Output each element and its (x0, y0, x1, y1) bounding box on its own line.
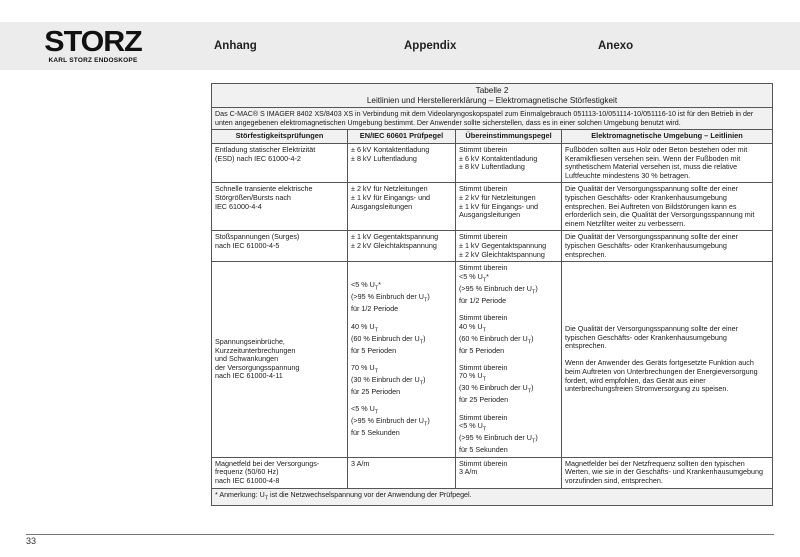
table-title-line1: Tabelle 2 (475, 86, 509, 95)
level-cell: ± 6 kV Kontaktentladung ± 8 kV Luftentladung (348, 143, 456, 182)
guidance-cell: Fußböden sollten aus Holz oder Beton bestehen oder mit Keramikfliesen versehen sein. Wenn der Fußboden mit synthetischem Material versehen ist, muss die relative Luftfeuchte mindestens 30 % betragen. (562, 143, 773, 182)
emc-immunity-table (211, 83, 773, 506)
table-row (212, 457, 773, 488)
col-header-level: EN/IEC 60601 Prüfpegel (348, 130, 456, 144)
compliance-cell: Stimmt überein ± 2 kV für Netzleitungen ± 1 kV für Eingangs- und Ausgangsleitungen (456, 183, 562, 231)
compliance-cell: Stimmt überein 3 A/m (456, 457, 562, 488)
table-note: * Anmerkung: $U_T$ ist die Netzwechselspannung vor der Anwendung der Prüfpegel. (212, 488, 773, 505)
table-row (212, 262, 773, 458)
test-cell: Stoßspannungen (Surges) nach IEC 61000-4-5 (212, 231, 348, 262)
test-cell: Spannungseinbrüche, Kurzzeitunterbrechungen und Schwankungen der Versorgungsspannung nach IEC 61000-4-11 (212, 262, 348, 458)
header-anexo: Anexo (598, 40, 634, 52)
logo-wordmark: STORZ (44, 26, 142, 58)
col-header-compliance: Übereinstimmungspegel (456, 130, 562, 144)
table-header-row (212, 130, 773, 144)
table-title-row (212, 84, 773, 108)
table-note-row (212, 488, 773, 505)
col-header-guidance: Elektromagnetische Umgebung – Leitlinien (562, 130, 773, 144)
col-header-test: Störfestigkeitsprüfungen (212, 130, 348, 144)
guidance-cell: Die Qualität der Versorgungsspannung sollte der einer typischen Geschäfts- oder Krankenhausumgebung entsprechen. (562, 231, 773, 262)
table-row (212, 231, 773, 262)
table-intro-row (212, 108, 773, 130)
test-cell: Schnelle transiente elektrische Störgrößen/Bursts nach IEC 61000-4-4 (212, 183, 348, 231)
table-row (212, 143, 773, 182)
storz-logo (28, 28, 158, 64)
header-anhang: Anhang (214, 40, 257, 52)
table-row (212, 183, 773, 231)
test-cell: Magnetfeld bei der Versorgungs- frequenz (50/60 Hz) nach IEC 61000-4-8 (212, 457, 348, 488)
level-cell: ± 2 kV für Netzleitungen ± 1 kV für Eingangs- und Ausgangsleitungen (348, 183, 456, 231)
test-cell: Entladung statischer Elektrizität (ESD) nach IEC 61000-4-2 (212, 143, 348, 182)
compliance-cell: Stimmt überein <5 % $U_T*$ (>95 % Einbruch der $U_T$) für 1/2 Periode Stimmt überein 40 % $U_T$ (60 % Einbruch der $U_T$) für 5 Perioden Stimmt überein 70 % $U_T$ (30 % Einbruch der $U_T$) für 25 Perioden Stimmt überein <5 % $U_T$ (>95 % Einbruch der $U_T$) für 5 Sekunden (456, 262, 562, 458)
logo-subtext: KARL STORZ ENDOSKOPE (48, 57, 138, 64)
compliance-cell: Stimmt überein ± 6 kV Kontaktentladung ± 8 kV Luftentladung (456, 143, 562, 182)
guidance-cell: Die Qualität der Versorgungsspannung sollte der einer typischen Geschäfts- oder Krankenhausumgebung entsprechen. Wenn der Anwender des Geräts fortgesetzte Funktion auch beim Auftreten von Unterbrechungen der Energieversorgung fordert, wird empfohlen, das Gerät aus einer unterbrechungsfreien Stromversorgung zu speisen. (562, 262, 773, 458)
table-title-line2: Leitlinien und Herstellererklärung – Elektromagnetische Störfestigkeit (366, 95, 618, 105)
guidance-cell: Die Qualität der Versorgungsspannung sollte der einer typischen Geschäfts- oder Krankenhausumgebung entsprechen. Bei Auftreten von Bildstörungen kann es erforderlich sein, die Qualität der Versorgungsspannung mit einem Netzfilter weiter zu verbessern. (562, 183, 773, 231)
compliance-cell: Stimmt überein ± 1 kV Gegentaktspannung ± 2 kV Gleichtaktspannung (456, 231, 562, 262)
footer-rule (26, 534, 774, 535)
table-intro: Das C-MAC® S IMAGER 8402 XS/8403 XS in Verbindung mit dem Videolaryngoskopspatel zum Einmalgebrauch 051113-10/051114-10/051116-10 ist für den Betrieb in der unten angegebenen elektromagnetischen Umgebung bestimmt. Der Anwender sollte sicherstellen, dass es in einer solchen Umgebung benutzt wird. (212, 108, 773, 130)
level-cell: ± 1 kV Gegentaktspannung ± 2 kV Gleichtaktspannung (348, 231, 456, 262)
guidance-cell: Magnetfelder bei der Netzfrequenz sollten den typischen Werten, wie sie in der Geschäfts- und Krankenhausumgebung vorzufinden sind, entsprechen. (562, 457, 773, 488)
level-cell: 3 A/m (348, 457, 456, 488)
header-appendix: Appendix (404, 40, 457, 52)
table-title (212, 84, 773, 108)
page-number: 33 (26, 536, 37, 546)
level-cell: <5 % $U_T*$ (>95 % Einbruch der $U_T$) für 1/2 Periode 40 % $U_T$ (60 % Einbruch der $U_T$) für 5 Perioden 70 % $U_T$ (30 % Einbruch der $U_T$) für 25 Perioden <5 % $U_T$ (>95 % Einbruch der $U_T$) für 5 Sekunden (348, 262, 456, 458)
